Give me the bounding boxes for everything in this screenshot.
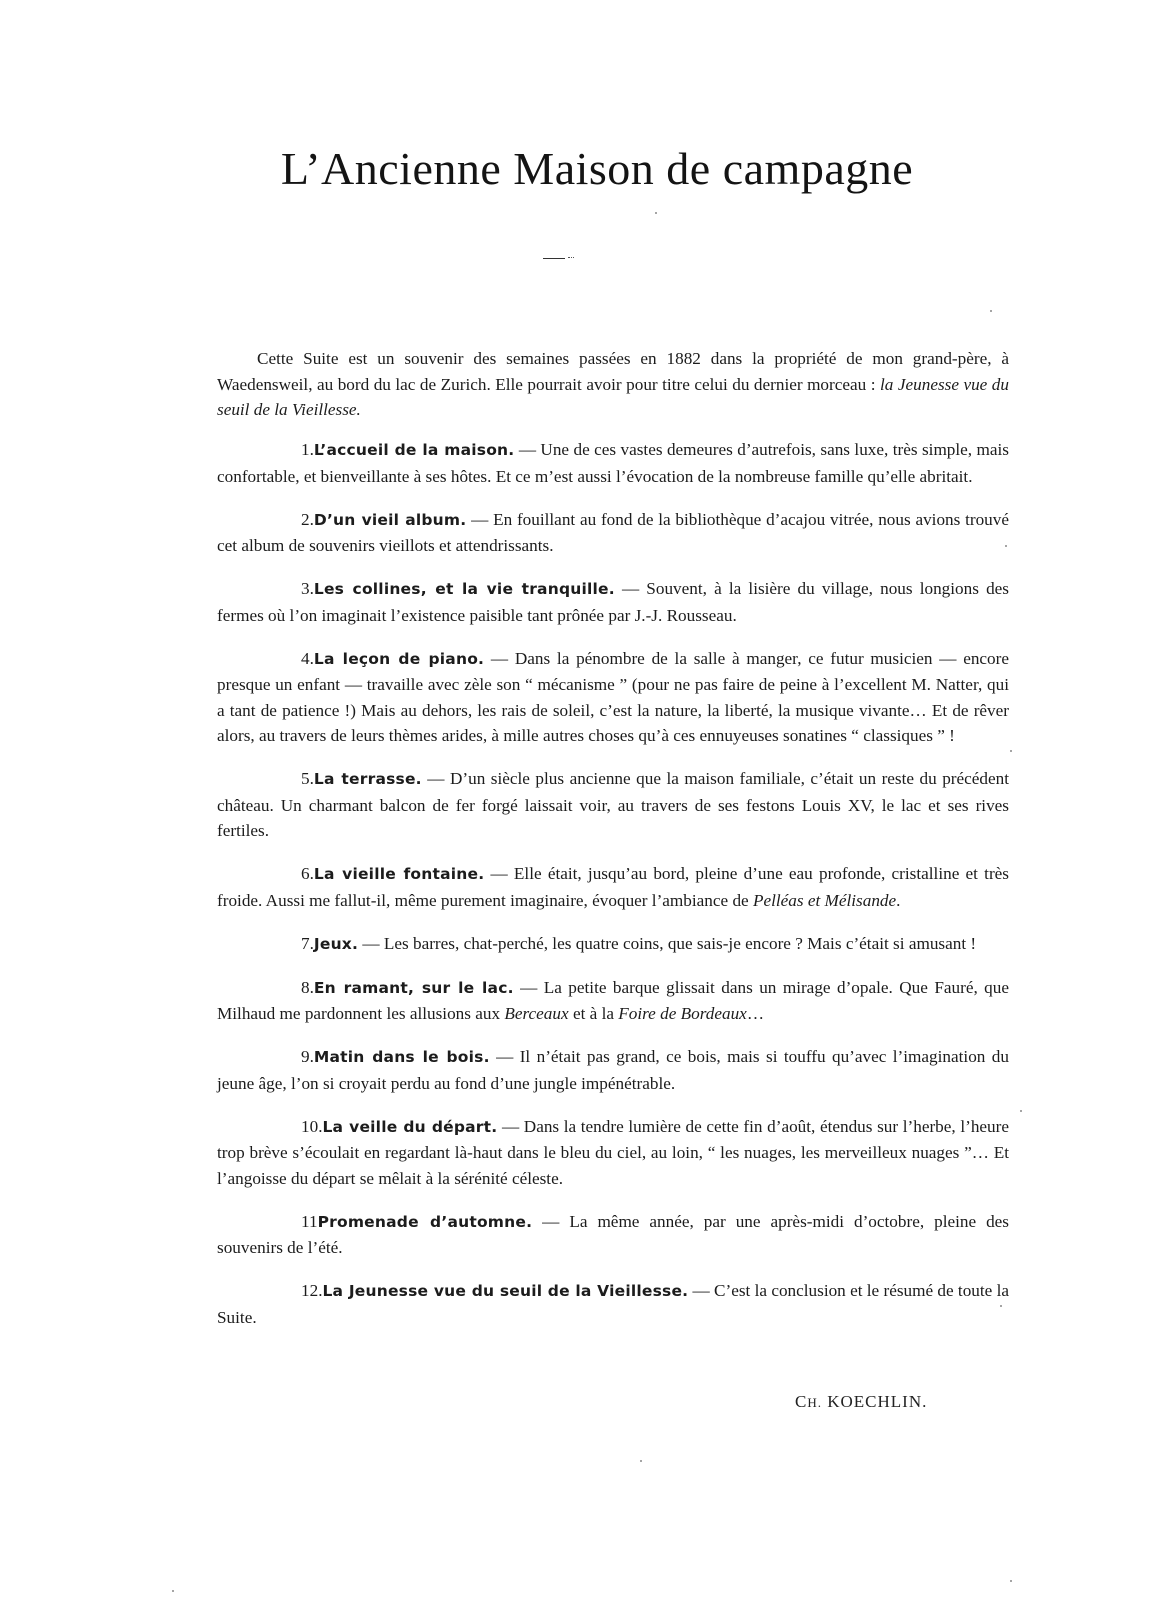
signature-initial-small: H. <box>807 1395 822 1410</box>
movement-item <box>217 437 1009 489</box>
movement-item <box>217 576 1009 628</box>
movement-number: 5. <box>301 769 314 788</box>
movement-heading: D’un vieil album. <box>313 510 467 529</box>
movement-number: 8. <box>301 977 314 997</box>
scan-speck <box>1000 1305 1002 1307</box>
scan-speck <box>1020 1110 1022 1112</box>
movement-heading: Promenade d’automne. <box>317 1212 533 1231</box>
movement-heading: En ramant, sur le lac. <box>313 978 514 997</box>
movement-heading: La leçon de piano. <box>313 649 485 668</box>
movement-heading: La Jeunesse vue du seuil de la Vieillesse. <box>322 1282 689 1300</box>
signature-initial: C <box>795 1392 808 1411</box>
movement-item <box>217 507 1009 559</box>
movement-number: 1. <box>301 440 314 459</box>
movement-description: — D’un siècle plus ancienne que la maison familiale, c’était un reste du précédent château. Un charmant balcon de fer forgé laissait voir, au travers de ses festons Louis XV, le lac et ses rives fertiles. <box>217 769 1010 840</box>
movement-heading: Jeux. <box>313 934 359 953</box>
movement-heading: Les collines, et la vie tranquille. <box>313 580 615 598</box>
movement-number: 11 <box>301 1211 318 1231</box>
scan-speck <box>1010 1580 1012 1582</box>
author-signature <box>795 1392 927 1412</box>
scan-speck <box>655 212 657 214</box>
movement-heading: La terrasse. <box>313 770 422 788</box>
movement-heading: L’accueil de la maison. <box>313 441 515 459</box>
movement-description: — Il n’était pas grand, ce bois, mais si touffu qu’avec l’imagination du jeune âge, l’on si croyait perdu au fond d’une jungle impénétrable. <box>217 1047 1009 1093</box>
punctuation: … <box>746 1004 764 1023</box>
opera-title-italic: Pelléas et Mélisande <box>752 890 897 910</box>
scan-speck <box>172 1590 174 1592</box>
work-title-italic: Foire de Bordeaux <box>618 1004 747 1023</box>
movement-description: — Dans la tendre lumière de cette fin d’août, étendus sur l’herbe, l’heure trop brève s’écoulait en regardant là-haut dans le bleu du ciel, au loin, “ les nuages, les merveilleux nuages ”… Et l’angoisse du départ se mêlait à la sérénité céleste. <box>217 1116 1010 1188</box>
movement-description-mid: et à la <box>568 1004 619 1023</box>
intro-italic-title: la Jeunesse vue du seuil de la Vieillesse. <box>217 374 1009 419</box>
movement-description: — C’est la conclusion et le résumé de toute la Suite. <box>217 1281 1009 1327</box>
movement-item <box>217 646 1009 749</box>
movement-item <box>217 931 1009 958</box>
scan-speck <box>990 310 992 312</box>
page-title: L’Ancienne Maison de campagne <box>280 143 914 194</box>
movement-number: 12. <box>301 1281 323 1300</box>
movement-description: — Une de ces vastes demeures d’autrefois, sans luxe, très simple, mais confortable, et bienveillante à ses hôtes. Et ce m’est aussi l’évocation de la nombreuse famille qu’elle abritait. <box>217 440 1009 486</box>
signature-name: KOECHLIN. <box>827 1392 928 1411</box>
title-divider-dots <box>568 257 574 260</box>
movement-description: — Dans la pénombre de la salle à manger, ce futur musicien — encore presque un enfant — travaille avec zèle son “ mécanisme ” (pour ne pas faire de peine à l’excellent M. Natter, qui a tant de patience !) Mais au dehors, les rais de soleil, c’est la nature, la liberté, la musique vivante… Et de rêver alors, au travers de leurs thèmes arides, à mille autres choses qu’à ces ennuyeuses sonatines “ classiques ” ! <box>217 648 1009 745</box>
movement-item <box>217 861 1009 913</box>
movement-number: 7. <box>301 933 314 953</box>
movement-list <box>217 437 1009 1348</box>
punctuation: . <box>896 890 901 910</box>
movement-description: — Souvent, à la lisière du village, nous longions des fermes où l’on imaginait l’existence paisible tant prônée par J.-J. Rousseau. <box>217 579 1009 625</box>
scan-speck <box>640 1460 642 1462</box>
scan-speck <box>1005 545 1007 547</box>
movement-heading: La vieille fontaine. <box>313 865 485 883</box>
movement-number: 3. <box>301 579 314 598</box>
movement-heading: Matin dans le bois. <box>313 1048 490 1066</box>
work-title-italic: Berceaux <box>504 1004 569 1023</box>
movement-item <box>217 1114 1009 1192</box>
movement-heading: La veille du départ. <box>322 1117 498 1136</box>
scan-speck <box>1010 750 1012 752</box>
movement-number: 4. <box>301 648 314 668</box>
movement-number: 9. <box>301 1047 314 1066</box>
movement-item <box>217 1278 1009 1330</box>
movement-item <box>217 975 1009 1027</box>
title-divider <box>543 258 565 259</box>
movement-description: — Les barres, chat-perché, les quatre coins, que sais-je encore ? Mais c’était si amusant ! <box>358 933 977 953</box>
movement-description: — Elle était, jusqu’au bord, pleine d’une eau profonde, cristalline et très froide. Aussi me fallut-il, même purement imaginaire, évoquer l’ambiance de <box>217 864 1009 910</box>
intro-paragraph <box>217 346 1009 423</box>
intro-text: Cette Suite est un souvenir des semaines passées en 1882 dans la propriété de mon grand-père, à Waedensweil, au bord du lac de Zurich. Elle pourrait avoir pour titre celui du dernier morceau : <box>217 349 1009 394</box>
movement-description: — La même année, par une après-midi d’octobre, pleine des souvenirs de l’été. <box>217 1211 1009 1257</box>
movement-item <box>217 766 1009 844</box>
movement-number: 2. <box>301 509 314 529</box>
movement-item <box>217 1209 1009 1261</box>
movement-item <box>217 1044 1009 1096</box>
movement-number: 6. <box>301 864 314 883</box>
movement-number: 10. <box>301 1116 323 1136</box>
movement-description: — En fouillant au fond de la bibliothèque d’acajou vitrée, nous avions trouvé cet album de souvenirs vieillots et attendrissants. <box>217 509 1009 555</box>
movement-description: — La petite barque glissait dans un mirage d’opale. Que Fauré, que Milhaud me pardonnent les allusions aux <box>217 977 1009 1023</box>
